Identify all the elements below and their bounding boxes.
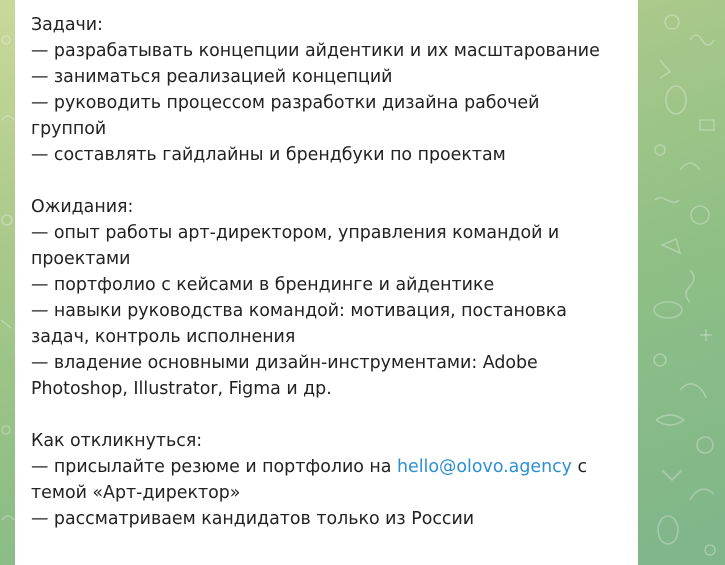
section-heading-expectations: Ожидания:: [31, 197, 134, 217]
task-line: — руководить процессом разработки дизайна рабочей: [31, 93, 540, 113]
paragraph-gap: [31, 402, 638, 428]
expectation-line: проектами: [31, 249, 131, 269]
expectation-line: Photoshop, Illustrator, Figma и др.: [31, 379, 332, 399]
apply-line: [31, 454, 638, 480]
task-line: — разрабатывать концепции айдентики и их масштарование: [31, 41, 600, 61]
task-line: — заниматься реализацией концепций: [31, 67, 393, 87]
task-line: группой: [31, 119, 107, 139]
email-link[interactable]: hello@olovo.agency: [397, 457, 572, 477]
apply-line-text: — присылайте резюме и портфолио на: [31, 457, 397, 477]
apply-line: темой «Арт-директор»: [31, 483, 241, 503]
expectation-line: — портфолио с кейсами в брендинге и айдентике: [31, 275, 495, 295]
task-line: — составлять гайдлайны и брендбуки по проектам: [31, 145, 506, 165]
apply-line-tail: с: [571, 457, 588, 477]
message-bubble: [15, 0, 638, 565]
apply-line: — рассматриваем кандидатов только из России: [31, 509, 475, 529]
expectation-line: — владение основными дизайн-инструментами: Adobe: [31, 353, 538, 373]
expectation-line: — навыки руководства командой: мотивация, постановка: [31, 301, 567, 321]
expectation-line: задач, контроль исполнения: [31, 327, 296, 347]
expectation-line: — опыт работы арт-директором, управления командой и: [31, 223, 560, 243]
paragraph-gap: [31, 168, 638, 194]
section-heading-how-to-apply: Как откликнуться:: [31, 431, 203, 451]
message-text: [31, 12, 638, 532]
section-heading-tasks: Задачи:: [31, 15, 103, 35]
